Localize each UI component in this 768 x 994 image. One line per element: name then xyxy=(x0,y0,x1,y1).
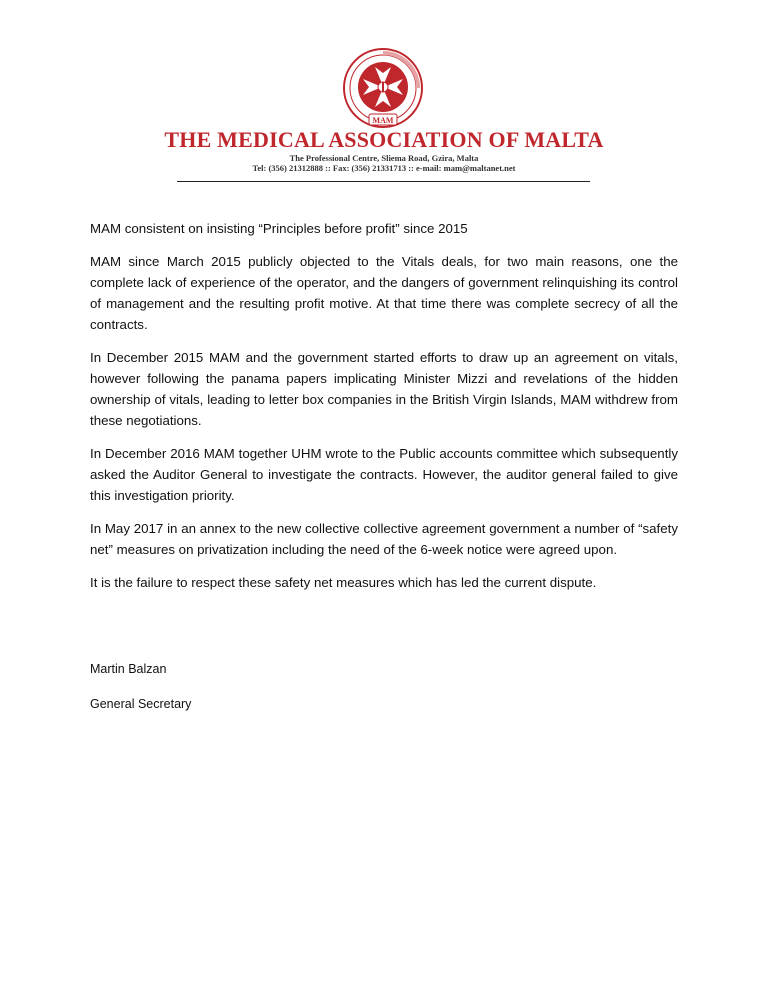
organization-name: THE MEDICAL ASSOCIATION OF MALTA xyxy=(164,127,604,152)
paragraph: It is the failure to respect these safety net measures which has led the current dispute. xyxy=(90,575,597,590)
letter-body xyxy=(90,218,678,605)
contact-line: Tel: (356) 21312888 :: Fax: (356) 21331713 :: e-mail: mam@maltanet.net xyxy=(252,163,516,173)
paragraph: In May 2017 in an annex to the new collective collective agreement government a number of “safety net” measures on privatization including the need of the 6-week notice were agreed upon. xyxy=(90,521,678,557)
paragraph: MAM since March 2015 publicly objected to the Vitals deals, for two main reasons, one the complete lack of experience of the operator, and the dangers of government relinquishing its control of management and the resulting profit motive. At that time there was complete secrecy of all the contracts. xyxy=(90,254,678,332)
association-logo xyxy=(342,47,424,133)
signatory-name: Martin Balzan xyxy=(90,662,167,676)
logo-text: MAM xyxy=(372,116,394,125)
address-line: The Professional Centre, Sliema Road, Gzira, Malta xyxy=(289,153,479,163)
signatory-title: General Secretary xyxy=(90,697,192,711)
letter-title: MAM consistent on insisting “Principles before profit” since 2015 xyxy=(90,221,468,236)
paragraph: In December 2016 MAM together UHM wrote to the Public accounts committee which subsequently asked the Auditor General to investigate the contracts. However, the auditor general failed to give this investigation priority. xyxy=(90,446,678,503)
header-divider xyxy=(177,181,590,182)
paragraph: In December 2015 MAM and the government started efforts to draw up an agreement on vitals, however following the panama papers implicating Minister Mizzi and revelations of the hidden ownership of vitals, leading to letter box companies in the British Virgin Islands, MAM withdrew from these negotiations. xyxy=(90,350,678,428)
